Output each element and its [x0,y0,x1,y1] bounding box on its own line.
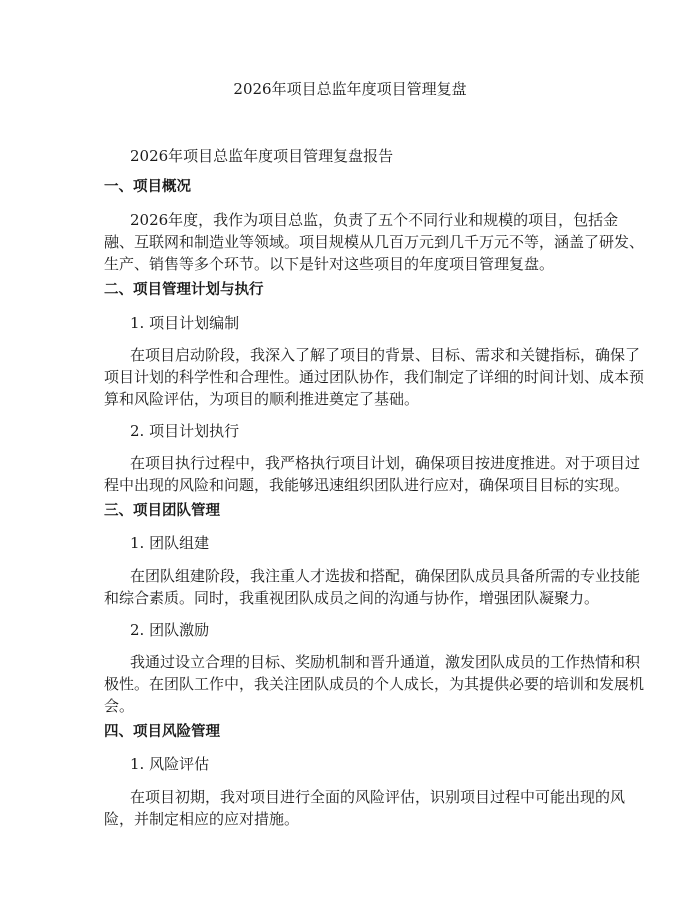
paragraph-line: 在团队组建阶段，我注重人才选拔和搭配，确保团队成员具备所需的专业技能 [130,567,641,585]
section-heading-risk: 四、项目风险管理 [104,724,220,740]
subsection-label-risk-assess: 1. 风险评估 [130,755,210,773]
paragraph-line: 融、互联网和制造业等领域。项目规模从几百万元到几千万元不等，涵盖了研发、 [104,233,645,251]
document-title: 2026年项目总监年度项目管理复盘 [233,80,467,98]
paragraph-line: 会。 [104,697,135,715]
subsection-label-plan-compile: 1. 项目计划编制 [130,314,240,332]
paragraph-line: 算和风险评估，为项目的顺利推进奠定了基础。 [104,390,420,408]
report-title: 2026年项目总监年度项目管理复盘报告 [130,147,394,165]
paragraph-line: 在项目执行过程中，我严格执行项目计划，确保项目按进度推进。对于项目过 [130,454,641,472]
paragraph-line: 极性。在团队工作中，我关注团队成员的个人成长，为其提供必要的培训和发展机 [104,675,645,693]
subsection-label-team-build: 1. 团队组建 [130,534,210,552]
paragraph-line: 项目计划的科学性和合理性。通过团队协作，我们制定了详细的时间计划、成本预 [104,368,645,386]
paragraph-line: 险，并制定相应的应对措施。 [104,810,300,828]
section-heading-overview: 一、项目概况 [104,179,191,195]
paragraph-line: 在项目启动阶段，我深入了解了项目的背景、目标、需求和关键指标，确保了 [130,346,641,364]
paragraph-line: 生产、销售等多个环节。以下是针对这些项目的年度项目管理复盘。 [104,255,555,273]
paragraph-line: 2026年度，我作为项目总监，负责了五个不同行业和规模的项目，包括金 [130,211,619,229]
subsection-label-team-motivation: 2. 团队激励 [130,621,210,639]
paragraph-line: 我通过设立合理的目标、奖励机制和晋升通道，激发团队成员的工作热情和积 [130,653,641,671]
paragraph-line: 程中出现的风险和问题，我能够迅速组织团队进行应对，确保项目目标的实现。 [104,476,630,494]
paragraph-line: 在项目初期，我对项目进行全面的风险评估，识别项目过程中可能出现的风 [130,788,626,806]
section-heading-plan-execution: 二、项目管理计划与执行 [104,282,264,298]
paragraph-line: 和综合素质。同时，我重视团队成员之间的沟通与协作，增强团队凝聚力。 [104,589,600,607]
subsection-label-plan-execute: 2. 项目计划执行 [130,422,240,440]
section-heading-team: 三、项目团队管理 [104,503,220,519]
